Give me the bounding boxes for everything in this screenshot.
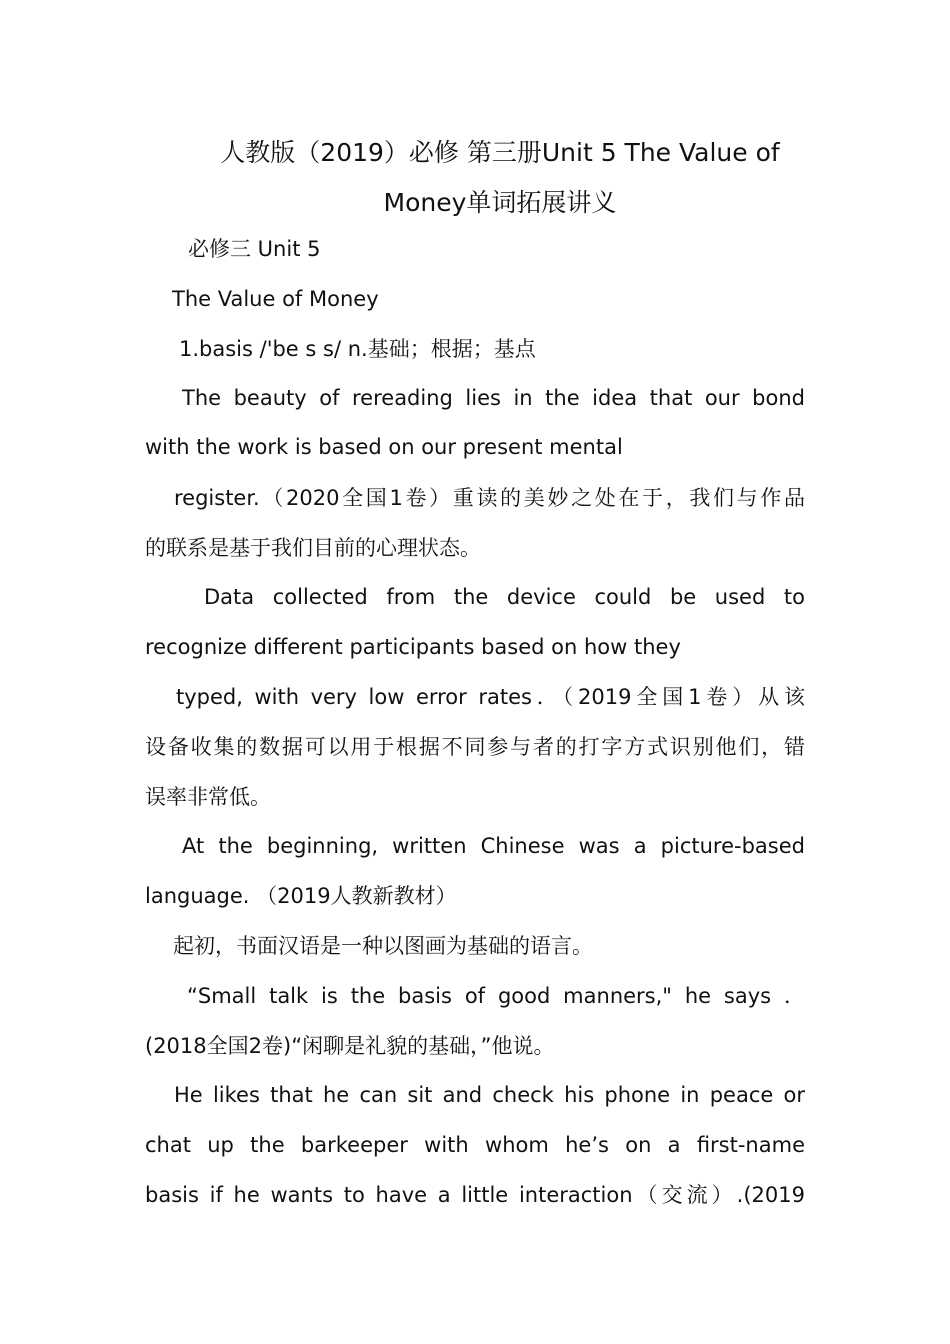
subtitle-theme: The Value of Money (172, 287, 379, 311)
example-4-line-2: (2018全国2卷)“闲聊是礼貌的基础，”他说。 (145, 1034, 555, 1058)
example-3-line-1: At the beginning, written Chinese was a picture-based (182, 834, 805, 858)
example-2-line-5: 误率非常低。 (145, 785, 271, 809)
example-2-line-3: typed, with very low error rates．（2019全国1卷）从该 (176, 685, 805, 709)
title-line-2: Money单词拓展讲义 (383, 188, 617, 217)
example-2-line-1: Data collected from the device could be used to (204, 585, 805, 609)
example-3-line-3: 起初，书面汉语是一种以图画为基础的语言。 (173, 934, 593, 958)
example-1-line-3: register.（2020全国1卷）重读的美妙之处在于，我们与作品 (174, 486, 805, 510)
example-5-line-3: basis if he wants to have a little interaction（交流）.(2019 (145, 1183, 805, 1207)
example-1-line-4: 的联系是基于我们目前的心理状态。 (145, 536, 481, 560)
document-title (145, 128, 855, 228)
vocab-entry-heading: 1.basis /'be s s/ n.基础；根据；基点 (179, 337, 536, 361)
title-line-1: 人教版（2019）必修 第三册Unit 5 The Value of (220, 138, 780, 167)
example-5-line-1: He likes that he can sit and check his phone in peace or (174, 1083, 805, 1107)
example-2-line-4: 设备收集的数据可以用于根据不同参与者的打字方式识别他们，错 (145, 735, 805, 759)
example-5-line-2: chat up the barkeeper with whom he’s on a first-name (145, 1133, 805, 1157)
example-3-line-2: language. （2019人教新教材） (145, 884, 457, 908)
example-4-line-1: “Small talk is the basis of good manners," he says ． (187, 984, 805, 1008)
example-2-line-2: recognize different participants based on how they (145, 635, 681, 659)
example-1-line-2: with the work is based on our present mental (145, 435, 623, 459)
subtitle-unit: 必修三 Unit 5 (188, 237, 321, 261)
example-1-line-1: The beauty of rereading lies in the idea that our bond (182, 386, 805, 410)
